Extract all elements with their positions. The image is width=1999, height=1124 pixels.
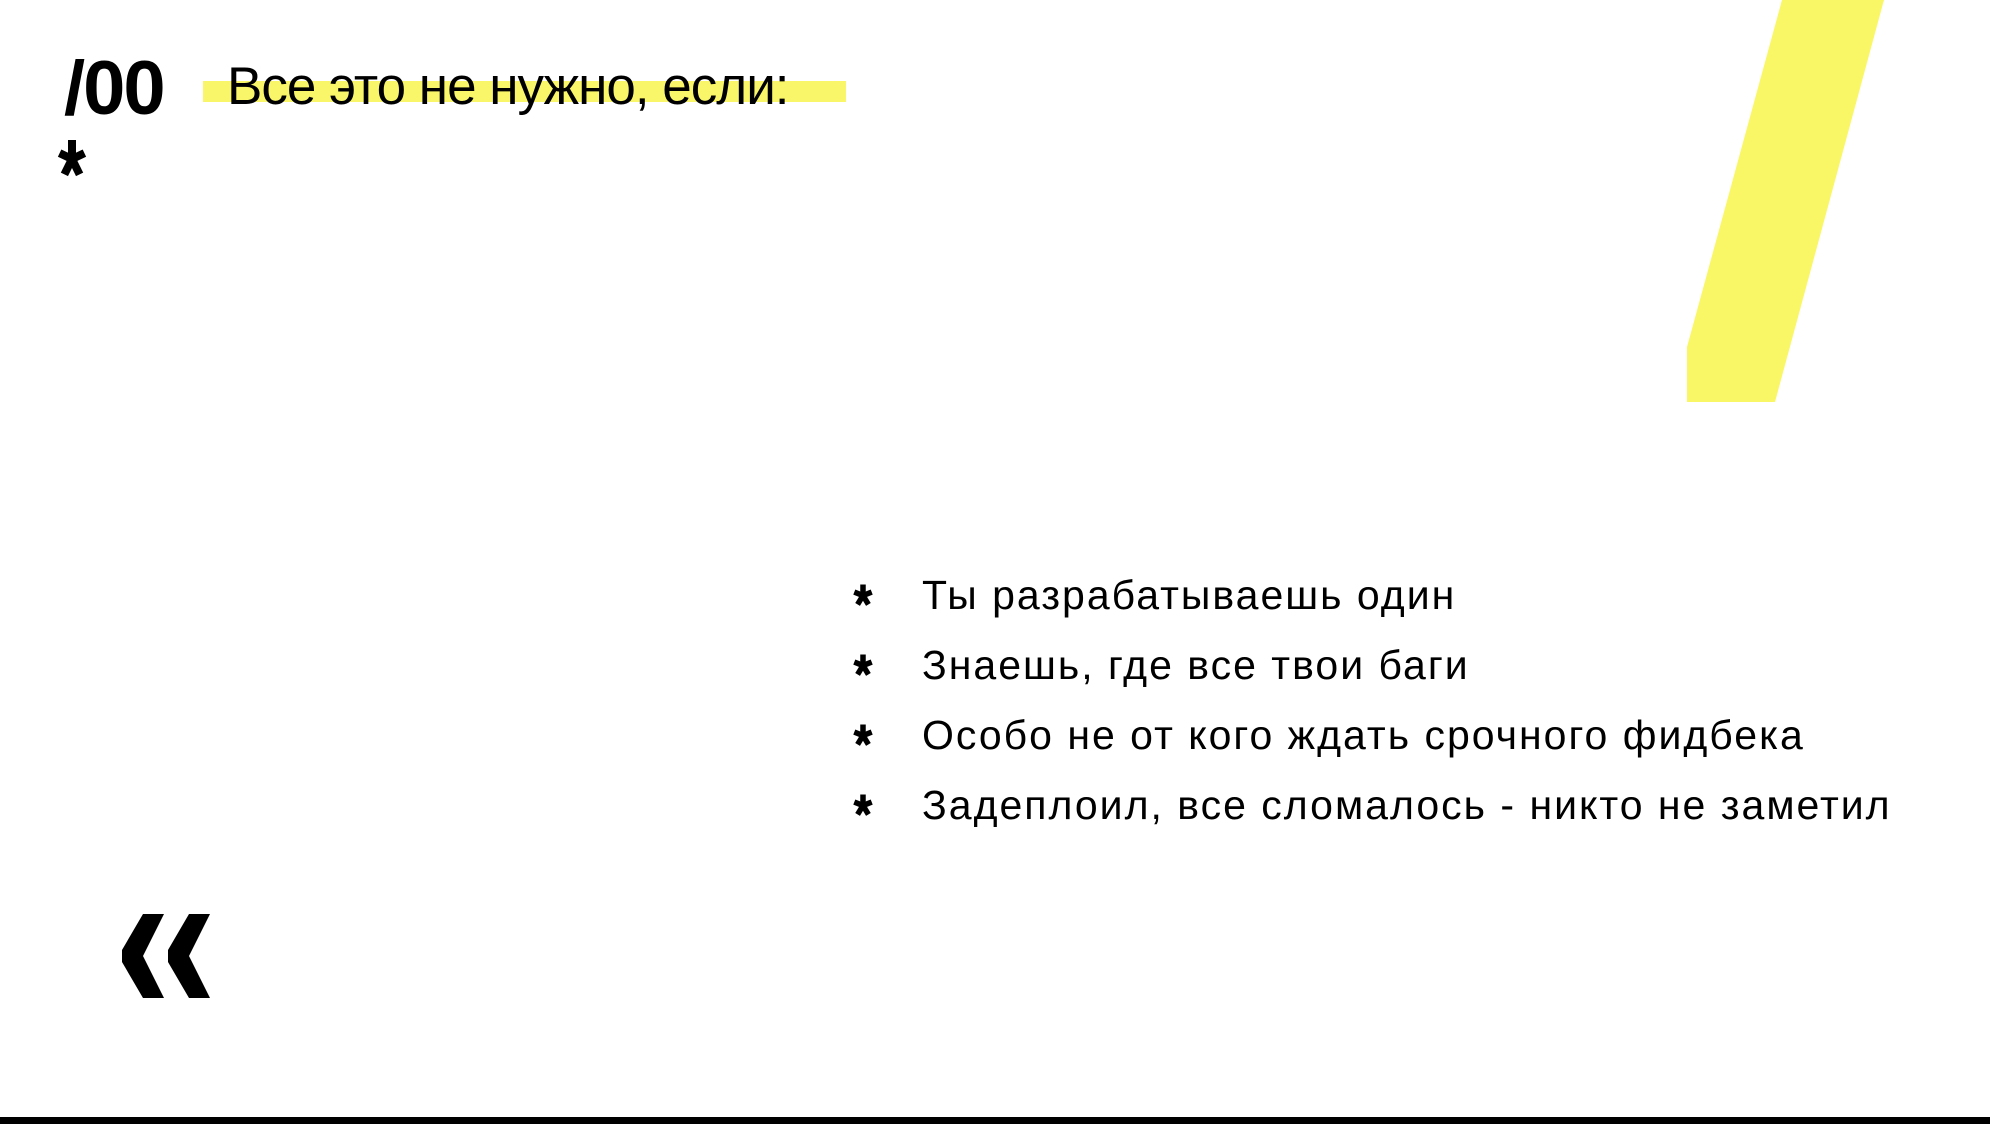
back-button[interactable] [122,914,210,998]
bullet-text: Особо не от кого ждать срочного фидбека [922,711,1805,758]
bullet-text: Задеплоил, все сломалось - никто не заметил [922,781,1892,828]
asterisk-bullet-icon [852,792,874,819]
bullet-text: Знаешь, где все твои баги [922,641,1470,688]
list-item [852,560,1892,630]
yellow-slash-decoration [1687,0,1884,402]
double-chevron-left-icon [122,914,210,998]
asterisk-icon [56,138,88,180]
bullet-text: Ты разрабатываешь один [922,571,1457,618]
asterisk-bullet-icon [852,582,874,609]
slide-title: Все это не нужно, если: [227,57,789,116]
footer-divider-bar [0,1117,1990,1124]
list-item [852,630,1892,700]
bullet-list [852,560,1892,840]
asterisk-bullet-icon [852,652,874,679]
list-item [852,700,1892,770]
list-item [852,770,1892,840]
slide-number: /00 [64,46,164,131]
asterisk-bullet-icon [852,722,874,749]
